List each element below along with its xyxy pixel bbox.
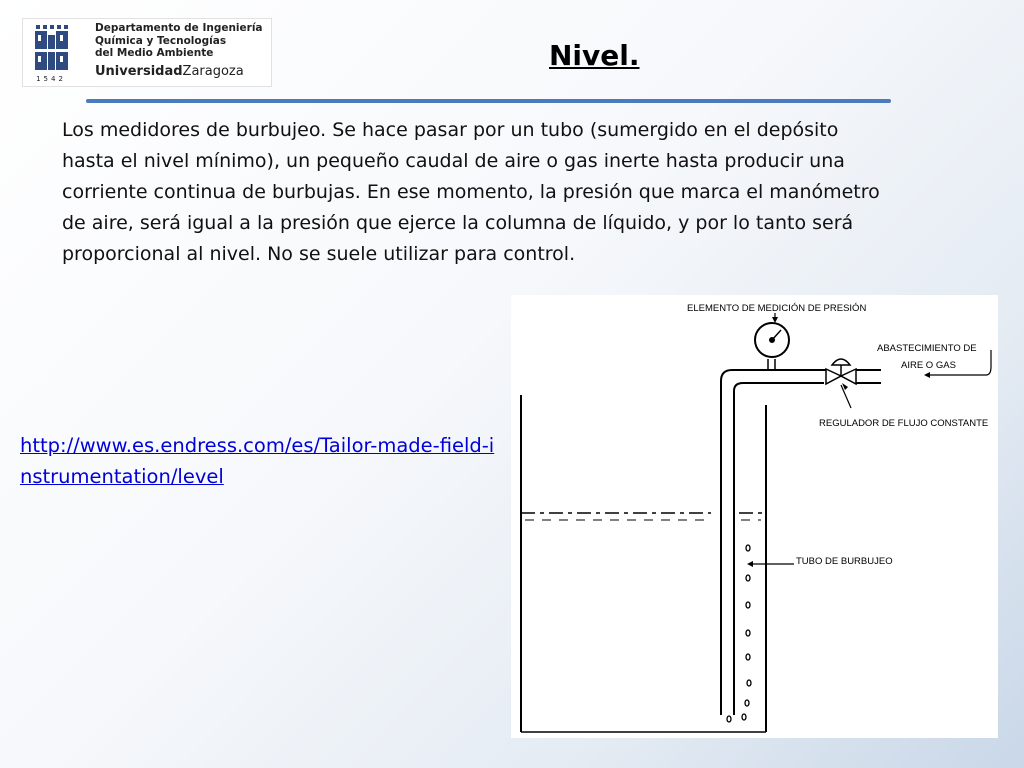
label-air-supply-line-2: AIRE O GAS (901, 360, 956, 371)
department-name-line-1: Departamento de Ingeniería (95, 22, 263, 34)
slide-title: Nivel. (549, 39, 640, 72)
bubbler-level-diagram (511, 295, 998, 738)
gauge-stem (768, 359, 775, 370)
crest-year: 1542 (36, 75, 66, 83)
label-air-supply-line-1: ABASTECIMIENTO DE (877, 343, 977, 354)
university-logo (22, 18, 272, 87)
title-divider (86, 99, 891, 103)
supply-pipe (768, 370, 881, 383)
logo-text (95, 22, 271, 82)
bubbler-tube-inner (734, 383, 824, 715)
reference-link[interactable]: http://www.es.endress.com/es/Tailor-made-field-instrumentation/level (20, 434, 495, 488)
department-name-line-3: del Medio Ambiente (95, 47, 214, 59)
air-bubbles (727, 545, 751, 722)
university-crest-icon (29, 23, 101, 83)
label-flow-regulator: REGULADOR DE FLUJO CONSTANTE (819, 418, 989, 429)
valve-bonnet (832, 359, 850, 365)
label-pressure-element: ELEMENTO DE MEDICIÓN DE PRESIÓN (687, 303, 867, 314)
department-name-line-2: Química y Tecnologías (95, 34, 227, 47)
university-name (95, 62, 271, 82)
bubbler-tube-outer (721, 370, 768, 715)
slide-body-text: Los medidores de burbujeo. Se hace pasar por un tubo (sumergido en el depósito hasta el nivel mínimo), un pequeño caudal de aire o gas inerte hasta producir una corriente continua de burbujas. En ese momento, la presión que marca el manómetro de aire, será igual a la presión que ejerce la columna de líquido, y por lo tanto será proporcional al nivel. No se suele utilizar para control. (62, 119, 880, 265)
university-city: Zaragoza (182, 63, 244, 79)
university-name-bold: Universidad (95, 63, 183, 79)
label-bubbler-tube: TUBO DE BURBUJEO (796, 556, 893, 567)
